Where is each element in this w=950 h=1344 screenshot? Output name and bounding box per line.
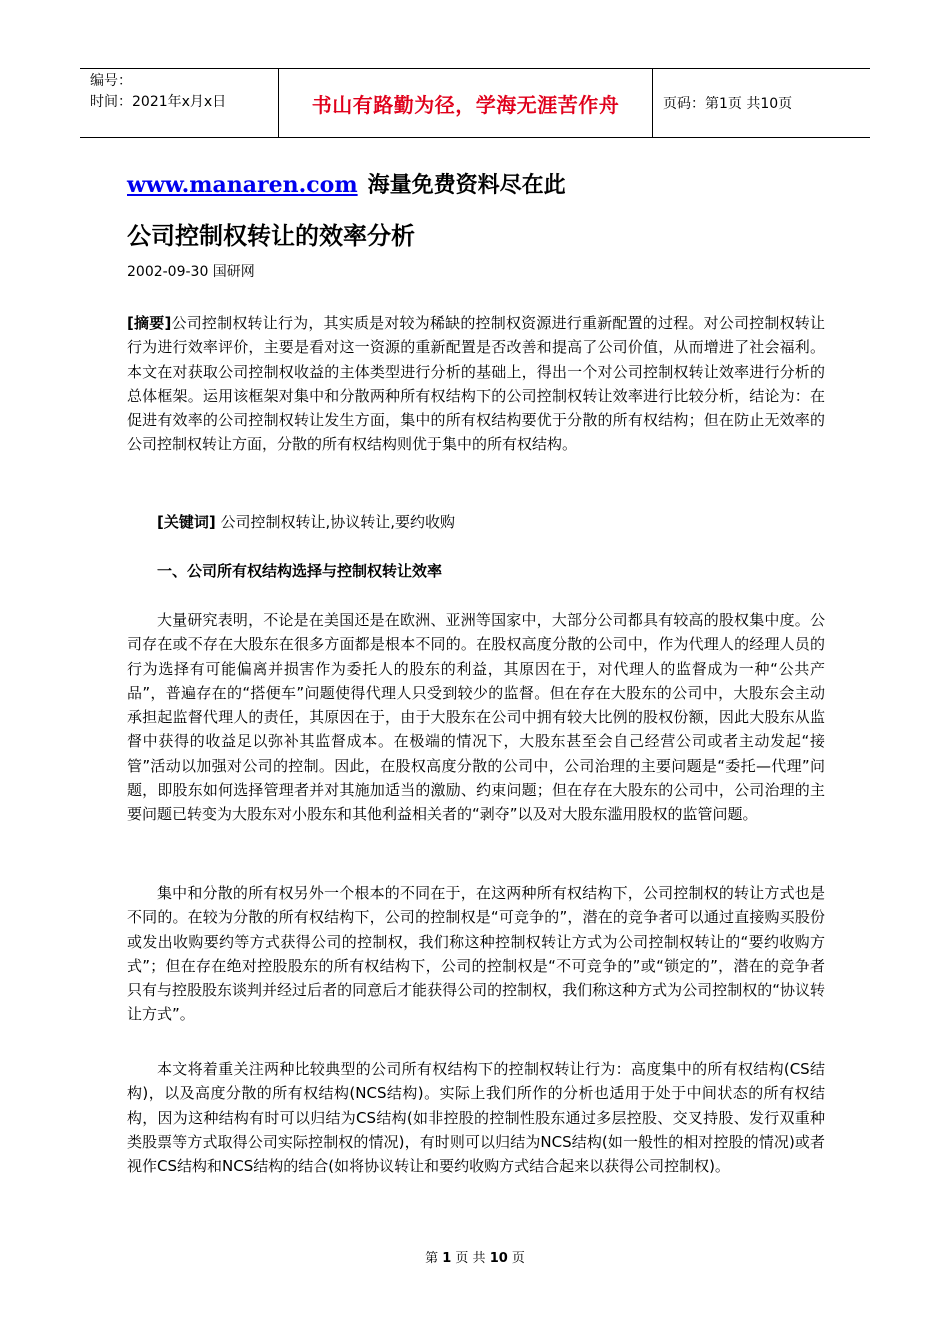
footer-prefix: 第 [425, 1251, 439, 1266]
footer-total-pages: 10 [489, 1251, 508, 1266]
site-slogan: 海量免费资料尽在此 [367, 173, 566, 198]
abstract [127, 311, 825, 457]
site-banner [127, 170, 825, 201]
keywords-label: [关键词] [157, 513, 216, 531]
keywords [127, 510, 825, 534]
paragraph-2: 集中和分散的所有权另外一个根本的不同在于，在这两种所有权结构下，公司控制权的转让方式也是不同的。在较为分散的所有权结构下，公司的控制权是“可竞争的”，潜在的竞争者可以通过直接购买股份或发出收购要约等方式获得公司的控制权，我们称这种控制权转让方式为公司控制权转让的“要约收购方式”；但在存在绝对控股股东的所有权结构下，公司的控制权是“不可竞争的”或“锁定的”，潜在的竞争者只有与控股股东谈判并经过后者的同意后才能获得公司的控制权，我们称这种方式为公司控制权的“协议转让方式”。 [127, 884, 825, 1024]
paragraph-3: 本文将着重关注两种比较典型的公司所有权结构下的控制权转让行为：高度集中的所有权结构(CS结构)，以及高度分散的所有权结构(NCS结构)。实际上我们所作的分析也适用于处于中间状态的所有权结构，因为这种结构有时可以归结为CS结构(如非控股的控制性股东通过多层控股、交叉持股、发行双重种类股票等方式取得公司实际控制权的情况)，有时则可以归结为NCS结构(如一般性的相对控股的情况)或者视作CS结构和NCS结构的结合(如将协议转让和要约收购方式结合起来以获得公司控制权)。 [127, 1060, 825, 1176]
header-motto: 书山有路勤为径，学海无涯苦作舟 [279, 69, 653, 137]
page-footer [0, 1247, 950, 1266]
abstract-label: [摘要] [127, 314, 172, 332]
footer-middle: 页 共 [455, 1251, 486, 1266]
abstract-text: 公司控制权转让行为，其实质是对较为稀缺的控制权资源进行重新配置的过程。对公司控制权转让行为进行效率评价，主要是看对这一资源的重新配置是否改善和提高了公司价值，从而增进了社会福利。本文在对获取公司控制权收益的主体类型进行分析的基础上，得出一个对公司控制权转让效率进行分析的总体框架。运用该框架对集中和分散两种所有权结构下的公司控制权转让效率进行比较分析，结论为：在促进有效率的公司控制权转让发生方面，集中的所有权结构要优于分散的所有权结构；但在防止无效率的公司控制权转让方面，分散的所有权结构则优于集中的所有权结构。 [127, 314, 825, 454]
number-label: 编号： [90, 73, 132, 89]
site-link[interactable]: www.manaren.com [127, 172, 358, 198]
document-title: 公司控制权转让的效率分析 [127, 222, 415, 250]
paragraph-1: 大量研究表明，不论是在美国还是在欧洲、亚洲等国家中，大部分公司都具有较高的股权集中度。公司存在或不存在大股东在很多方面都是根本不同的。在股权高度分散的公司中，作为代理人的经理人员的行为选择有可能偏离并损害作为委托人的股东的利益，其原因在于，对代理人的监督成为一种“公共产品”，普遍存在的“搭便车”问题使得代理人只受到较少的监督。但在存在大股东的公司中，大股东会主动承担起监督代理人的责任，其原因在于，由于大股东在公司中拥有较大比例的股权份额，因此大股东从监督中获得的收益足以弥补其监督成本。在极端的情况下，大股东甚至会自己经营公司或者主动发起“接管”活动以加强对公司的控制。因此，在股权高度分散的公司中，公司治理的主要问题是“委托—代理”问题，即股东如何选择管理者并对其施加适当的激励、约束问题；但在存在大股东的公司中，公司治理的主要问题已转变为大股东对小股东和其他利益相关者的“剥夺”以及对大股东滥用股权的监管问题。 [127, 611, 825, 824]
keywords-text: 公司控制权转让,协议转让,要约收购 [220, 513, 456, 531]
header-meta [80, 69, 279, 137]
section-heading: 一、公司所有权结构选择与控制权转让效率 [157, 562, 443, 580]
page-header [80, 68, 870, 138]
header-page-info: 页码：第1页 共10页 [663, 96, 793, 112]
dateline: 2002-09-30 国研网 [127, 264, 255, 280]
footer-suffix: 页 [511, 1251, 525, 1266]
footer-page-number: 1 [442, 1251, 452, 1266]
time-label: 时间：2021年x月x日 [90, 94, 227, 110]
